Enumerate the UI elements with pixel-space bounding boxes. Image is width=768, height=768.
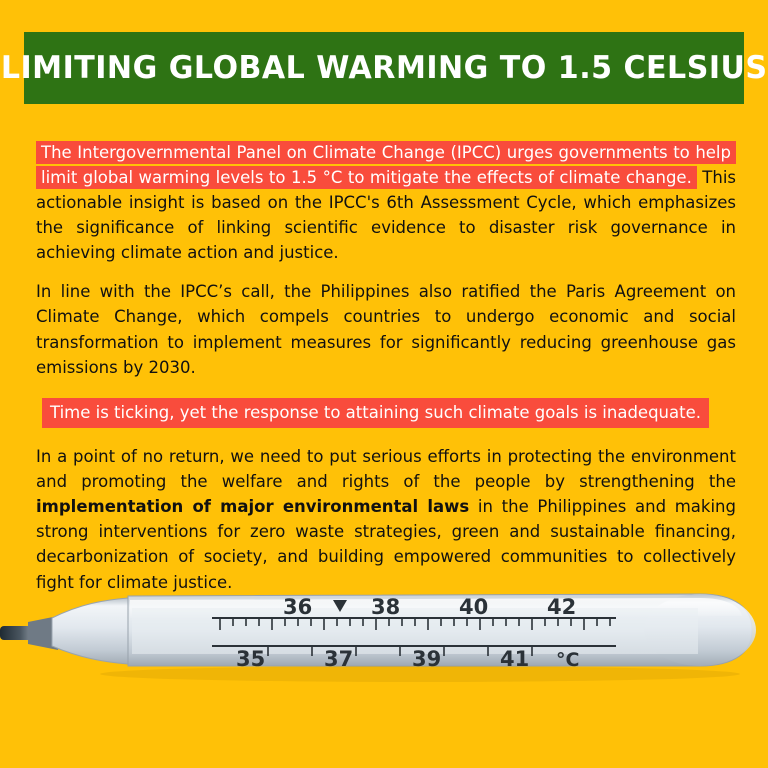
paragraph-one-highlight: The Intergovernmental Panel on Climate Change (IPCC) urges governments to help limit global warming levels to 1.5 °C to mitigate the effects of climate change. [36,141,736,189]
paragraph-three-part1: In a point of no return, we need to put serious efforts in protecting the environment and promoting the welfare and rights of the people by strengthening the [36,447,736,492]
paragraph-three-part2: in the Philippines and making strong interventions for zero waste strategies, green and sustainable financing, decarbonization of society, and building empowered communities to collectively fight for climate justice. [36,497,736,592]
thermometer-neck [52,598,128,664]
paragraph-three-bold: implementation of major environmental laws [36,497,470,517]
scale-label-40: 40 [459,595,489,619]
thermometer-illustration [0,578,768,768]
paragraph-one [36,140,736,265]
thermometer-svg [0,578,768,768]
scale-unit-label: °C [556,649,580,671]
scale-label-36: 36 [283,595,313,619]
article-content [36,140,736,609]
paragraph-two: In line with the IPCC’s call, the Philippines also ratified the Paris Agreement on Climate Change, which compels countries to undergo economic and social transformation to implement measures for significantly reducing greenhouse gas emissions by 2030. [36,282,736,377]
thermometer-shadow [100,666,740,682]
scale-label-42: 42 [547,595,577,619]
title-banner [0,32,768,104]
callout-row [36,394,736,444]
thermometer-bulb-tip [0,616,58,650]
scale-label-39: 39 [412,647,442,671]
page-title: LIMITING GLOBAL WARMING TO 1.5 CELSIUS [0,50,768,86]
scale-label-37: 37 [324,647,354,671]
scale-label-41: 41 [500,647,530,671]
paragraph-one-rest: This actionable insight is based on the IPCC's 6th Assessment Cycle, which emphasizes the significance of linking scientific evidence to disaster risk governance in achieving climate action and justice. [36,168,736,263]
scale-label-35: 35 [236,647,266,671]
callout-highlight: Time is ticking, yet the response to attaining such climate goals is inadequate. [42,398,709,428]
scale-label-38: 38 [371,595,401,619]
paragraph-three [36,444,736,594]
